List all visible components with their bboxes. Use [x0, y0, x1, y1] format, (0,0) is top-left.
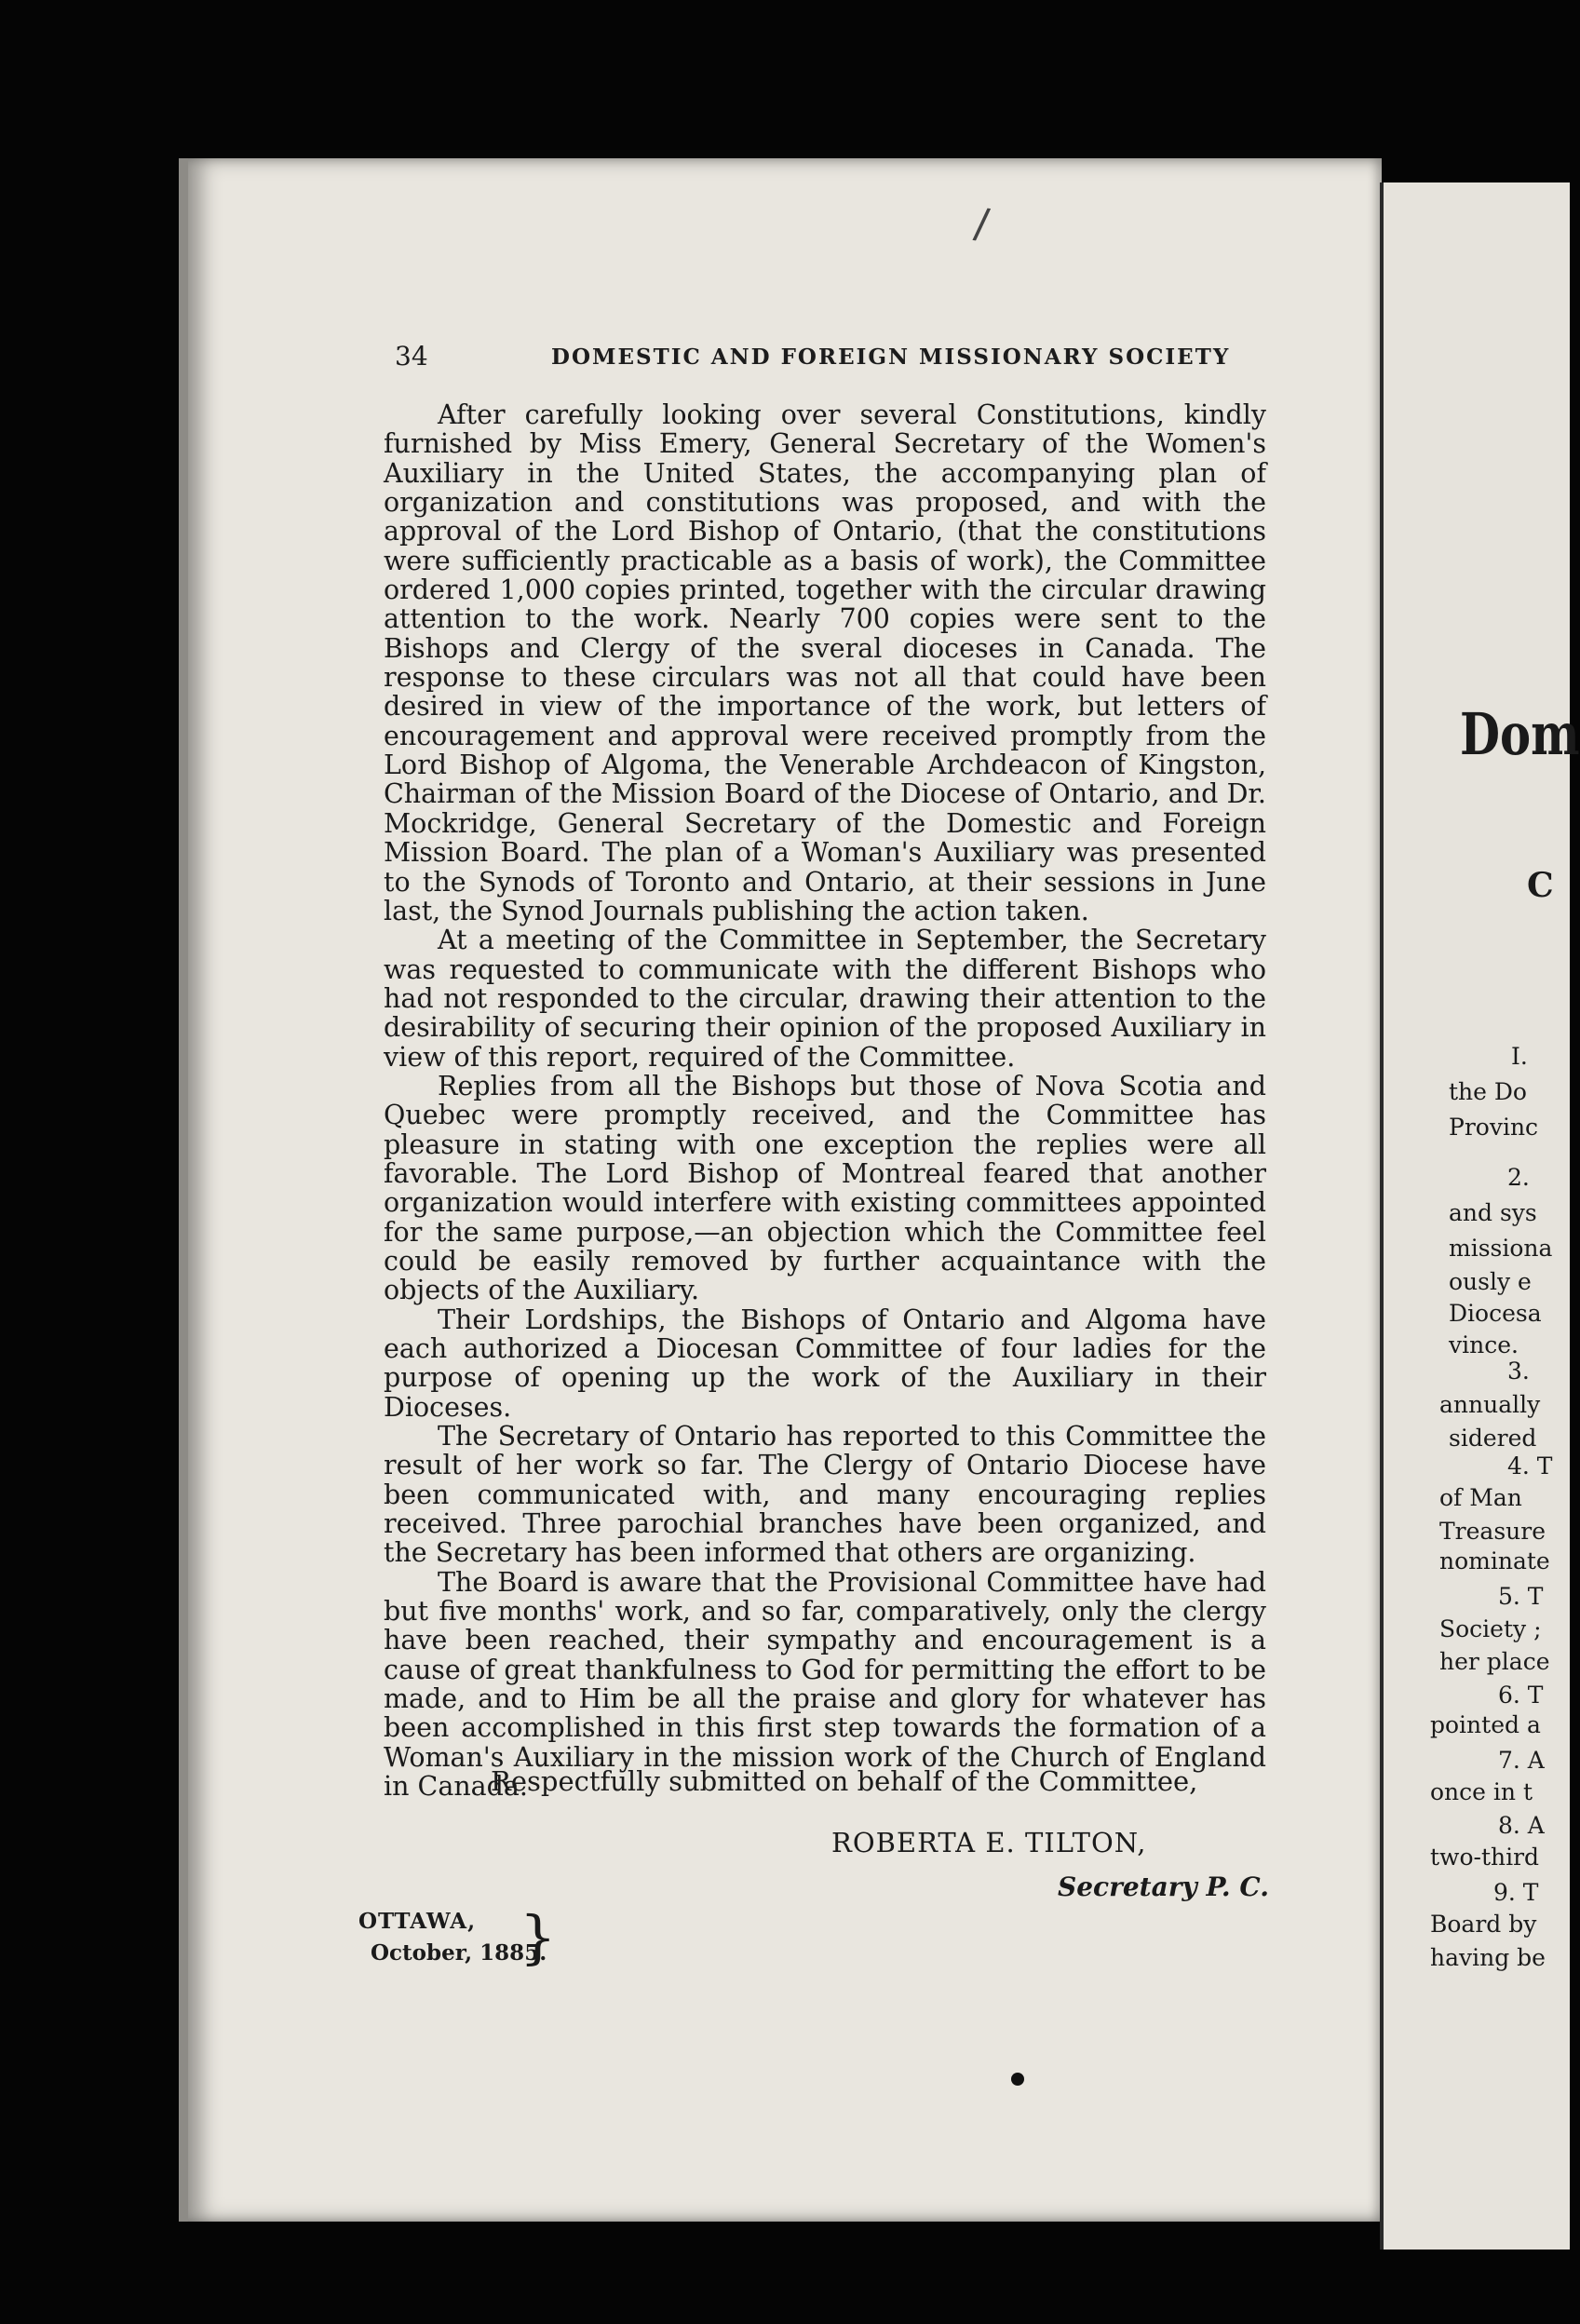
right-page-line: 5. T: [1498, 1583, 1544, 1610]
right-page-line: sidered: [1449, 1425, 1537, 1452]
signatory-name: ROBERTA E. TILTON,: [831, 1827, 1147, 1858]
right-page-line: Provinc: [1449, 1114, 1539, 1141]
paragraph-6: The Board is aware that the Provisional Committee have had but five months' work, and so far, comparatively, only the clergy have been reached, their sympathy and encouragement is a cause of great thankfulness to God for permitting the effort to be made, and to Him be all the praise and glory for whatever has been accomplished in this first step towards the formation of a Woman's Auxiliary in the mission work of the Church of England in Canada.: [384, 1566, 1266, 1803]
paragraph-1: After carefully looking over several Constitutions, kindly furnished by Miss Emery, General Secretary of the Women's Auxiliary in the United States, the accompanying plan of organization and constitutions was proposed, and with the approval of the Lord Bishop of Ontario, (that the constitutions were sufficiently practicable as a basis of work), the Committee ordered 1,000 copies printed, together with the circular drawing attention to the work. Nearly 700 copies were sent to the Bishops and Clergy of the sveral dioceses in Canada. The response to these circulars was not all that could have been desired in view of the importance of the work, but letters of encouragement and approval were received promptly from the Lord Bishop of Algoma, the Venerable Archdeacon of Kingston, Chairman of the Mission Board of the Diocese of Ontario, and Dr. Mockridge, General Secretary of the Domestic and Foreign Mission Board. The plan of a Woman's Auxiliary was presented to the Synods of Toronto and Ontario, at their sessions in June last, the Synod Journals publishing the action taken.: [384, 399, 1266, 926]
right-page-line: ously e: [1449, 1268, 1532, 1295]
paragraph-5: The Secretary of Ontario has reported to this Committee the result of her work so far. The Clergy of Ontario Diocese have been communicated with, and many encouraging replies received. Three parochial branches have been organized, and the Secretary has been informed that others are organizing.: [384, 1421, 1266, 1569]
right-page-line: having be: [1430, 1944, 1546, 1971]
paragraph-4: Their Lordships, the Bishops of Ontario and Algoma have each authorized a Diocesan Committee of four ladies for the purpose of opening up the work of the Auxiliary in their Dioceses.: [384, 1304, 1266, 1423]
pencil-mark: /: [971, 199, 993, 249]
right-page-line: of Man: [1439, 1484, 1522, 1511]
closing-intro: Respectfully submitted on behalf of the Committee,: [491, 1765, 1198, 1797]
right-page-line: the Do: [1449, 1078, 1527, 1105]
right-page-line: I.: [1511, 1043, 1528, 1070]
brace: }: [520, 1903, 557, 1971]
right-page-line: Diocesa: [1449, 1300, 1542, 1327]
right-page-line: Treasure: [1439, 1518, 1546, 1545]
right-page-line: her place: [1439, 1648, 1550, 1675]
right-page-line: Society ;: [1439, 1615, 1542, 1642]
right-page-line: missiona: [1449, 1235, 1553, 1262]
report-body: [384, 400, 1266, 1802]
right-page-line: 8. A: [1498, 1812, 1545, 1839]
right-page-line: 7. A: [1498, 1747, 1545, 1774]
right-page-line: annually: [1439, 1391, 1541, 1418]
running-title: DOMESTIC AND FOREIGN MISSIONARY SOCIETY: [551, 345, 1231, 370]
right-page-line: and sys: [1449, 1199, 1537, 1226]
right-page-line: vince.: [1449, 1331, 1519, 1358]
right-page-line: 3.: [1507, 1358, 1530, 1385]
place: OTTAWA,: [358, 1909, 477, 1934]
paragraph-3: Replies from all the Bishops but those of Nova Scotia and Quebec were promptly received, and the Committee has pleasure in stating with one exception the replies were all favorable. The Lord Bishop of Montreal feared that another organization would interfere with existing committees appointed for the same purpose,—an objection which the Committee feel could be easily removed by further acquaintance with the objects of the Auxiliary.: [384, 1070, 1266, 1306]
right-page-line: 6. T: [1498, 1682, 1544, 1709]
right-page-line: 9. T: [1493, 1879, 1539, 1906]
right-page-line: two-third: [1430, 1844, 1540, 1871]
right-page-line: 2.: [1507, 1164, 1530, 1191]
right-page-line: 4. T: [1507, 1452, 1553, 1480]
ink-dot: [1011, 2073, 1024, 2086]
right-page-line: once in t: [1430, 1778, 1533, 1805]
date: October, 1885.: [371, 1940, 547, 1966]
paragraph-2: At a meeting of the Committee in September, the Secretary was requested to communicate with the different Bishops who had not responded to the circular, drawing their attention to the desirability of securing their opinion of the proposed Auxiliary in view of this report, required of the Committee.: [384, 925, 1266, 1073]
right-page-line: nominate: [1439, 1547, 1550, 1574]
right-page-line: Board by: [1430, 1911, 1537, 1938]
right-page-heading: Dom: [1460, 700, 1580, 768]
page-number: 34: [395, 341, 428, 372]
right-page-subheading: C: [1527, 866, 1554, 905]
signatory-role: Secretary P. C.: [1058, 1871, 1269, 1902]
right-page-line: pointed a: [1430, 1711, 1541, 1738]
